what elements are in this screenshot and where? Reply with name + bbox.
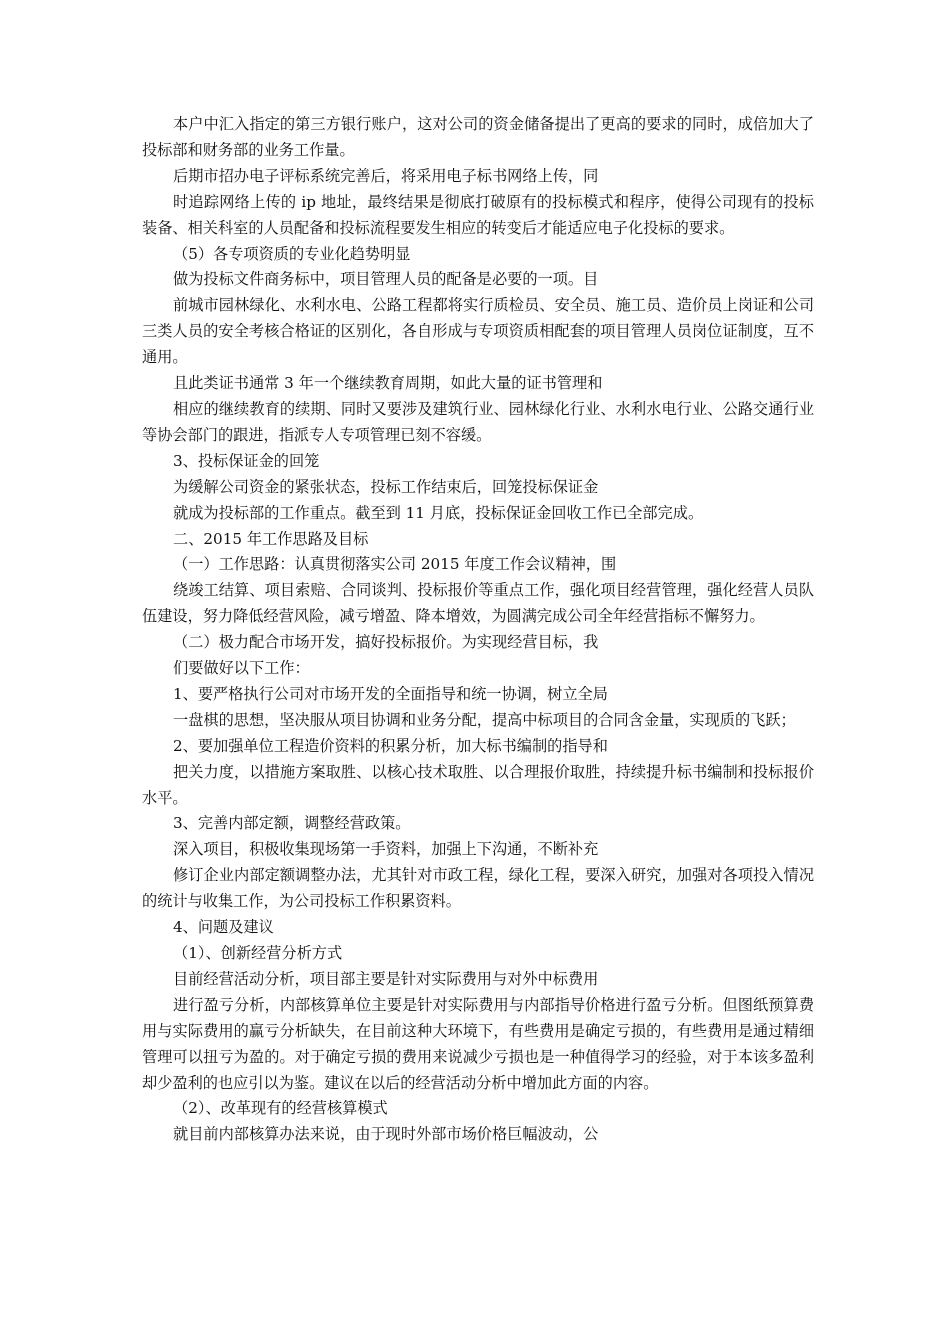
paragraph: 后期市招办电子评标系统完善后，将采用电子标书网络上传，同 bbox=[173, 166, 599, 185]
paragraph: 目前经营活动分析，项目部主要是针对实际费用与对外中标费用 bbox=[173, 969, 599, 988]
paragraph: 进行盈亏分析，内部核算单位主要是针对实际费用与内部指导价格进行盈亏分析。但图纸预算费用与实际费用的赢亏分析缺失，在目前这种大环境下，有些费用是确定亏损的，有些费用是通过精细管理可以扭亏为盈的。对于确定亏损的费用来说减少亏损也是一种值得学习的经验，对于本该多盈利却少盈利的也应引以为鉴。建议在以后的经营活动分析中增加此方面的内容。 bbox=[142, 995, 814, 1092]
paragraph: 相应的继续教育的续期、同时又要涉及建筑行业、园林绿化行业、水利水电行业、公路交通行业等协会部门的跟进，指派专人专项管理已刻不容缓。 bbox=[142, 399, 814, 444]
paragraph: 且此类证书通常 3 年一个继续教育周期，如此大量的证书管理和 bbox=[173, 374, 603, 393]
section-heading: 3、完善内部定额，调整经营政策。 bbox=[173, 814, 411, 833]
paragraph: 一盘棋的思想，坚决服从项目协调和业务分配，提高中标项目的合同含金量，实现质的飞跃； bbox=[173, 710, 796, 729]
paragraph: 为缓解公司资金的紧张状态，投标工作结束后，回笼投标保证金 bbox=[173, 477, 599, 496]
section-heading: 4、问题及建议 bbox=[173, 918, 274, 937]
section-heading: 二、2015 年工作思路及目标 bbox=[173, 529, 369, 548]
section-heading: 3、投标保证金的回笼 bbox=[173, 451, 320, 470]
paragraph: 把关力度，以措施方案取胜、以核心技术取胜、以合理报价取胜，持续提升标书编制和投标报价水平。 bbox=[142, 762, 814, 807]
paragraph: 2、要加强单位工程造价资料的积累分析，加大标书编制的指导和 bbox=[173, 736, 608, 755]
paragraph: 深入项目，积极收集现场第一手资料，加强上下沟通，不断补充 bbox=[173, 840, 599, 859]
paragraph: （二）极力配合市场开发，搞好投标报价。为实现经营目标，我 bbox=[173, 633, 599, 652]
paragraph: （一）工作思路：认真贯彻落实公司 2015 年度工作会议精神，围 bbox=[173, 555, 617, 574]
section-heading: （1）、创新经营分析方式 bbox=[173, 944, 343, 962]
paragraph: 绕竣工结算、项目索赔、合同谈判、投标报价等重点工作，强化项目经营管理，强化经营人员队伍建设，努力降低经营风险，减亏增盈、降本增效，为圆满完成公司全年经营指标不懈努力。 bbox=[142, 581, 814, 626]
paragraph: 就目前内部核算办法来说，由于现时外部市场价格巨幅波动，公 bbox=[173, 1125, 599, 1144]
section-heading: （5）各专项资质的专业化趋势明显 bbox=[173, 244, 411, 263]
paragraph: 做为投标文件商务标中，项目管理人员的配备是必要的一项。目 bbox=[173, 270, 599, 289]
paragraph: 修订企业内部定额调整办法，尤其针对市政工程，绿化工程，要深入研究，加强对各项投入情况的统计与收集工作，为公司投标工作积累资料。 bbox=[142, 866, 814, 911]
paragraph: 们要做好以下工作： bbox=[173, 659, 310, 678]
paragraph: 就成为投标部的工作重点。截至到 11 月底，投标保证金回收工作已全部完成。 bbox=[173, 503, 704, 522]
paragraph: 本户中汇入指定的第三方银行账户，这对公司的资金储备提出了更高的要求的同时，成倍加大了投标部和财务部的业务工作量。 bbox=[142, 115, 814, 159]
paragraph: 时追踪网络上传的 ip 地址，最终结果是彻底打破原有的投标模式和程序，使得公司现有的投标装备、相关科室的人员配备和投标流程要发生相应的转变后才能适应电子化投标的要求。 bbox=[142, 192, 814, 237]
section-heading: （2）、改革现有的经营核算模式 bbox=[173, 1099, 388, 1118]
document-page bbox=[142, 112, 814, 1148]
paragraph: 1、要严格执行公司对市场开发的全面指导和统一协调，树立全局 bbox=[173, 684, 608, 703]
paragraph: 前城市园林绿化、水利水电、公路工程都将实行质检员、安全员、施工员、造价员上岗证和公司三类人员的安全考核合格证的区别化，各自形成与专项资质相配套的项目管理人员岗位证制度，互不通用。 bbox=[142, 296, 814, 367]
